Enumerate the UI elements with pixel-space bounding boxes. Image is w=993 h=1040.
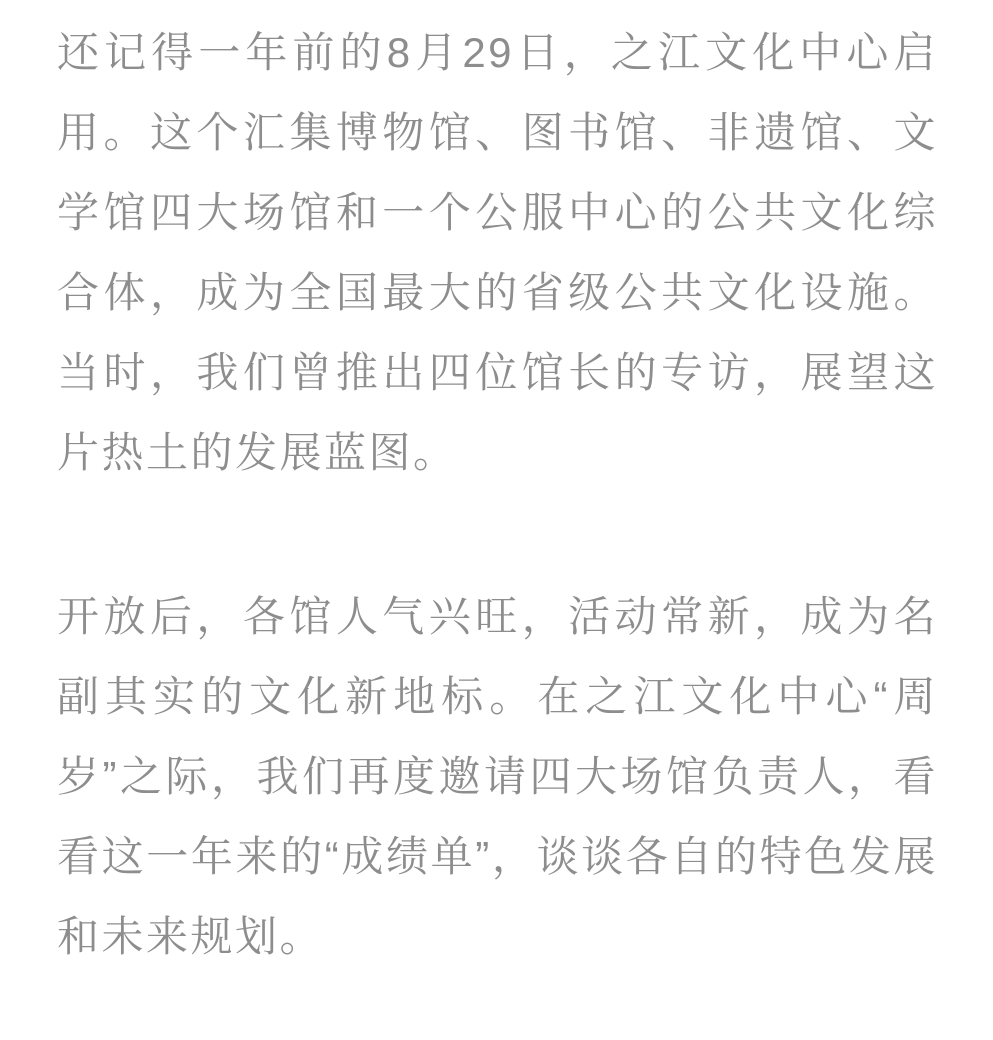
article-paragraph-2: 开放后，各馆人气兴旺，活动常新，成为名副其实的文化新地标。在之江文化中心“周岁”之际，我们再度邀请四大场馆负责人，看看这一年来的“成绩单”，谈谈各自的特色发展和未来规划。 bbox=[57, 593, 938, 960]
article-paragraph-1: 还记得一年前的8月29日，之江文化中心启用。这个汇集博物馆、图书馆、非遗馆、文学馆四大场馆和一个公服中心的公共文化综合体，成为全国最大的省级公共文化设施。当时，我们曾推出四位馆长的专访，展望这片热土的发展蓝图。 bbox=[57, 29, 938, 476]
